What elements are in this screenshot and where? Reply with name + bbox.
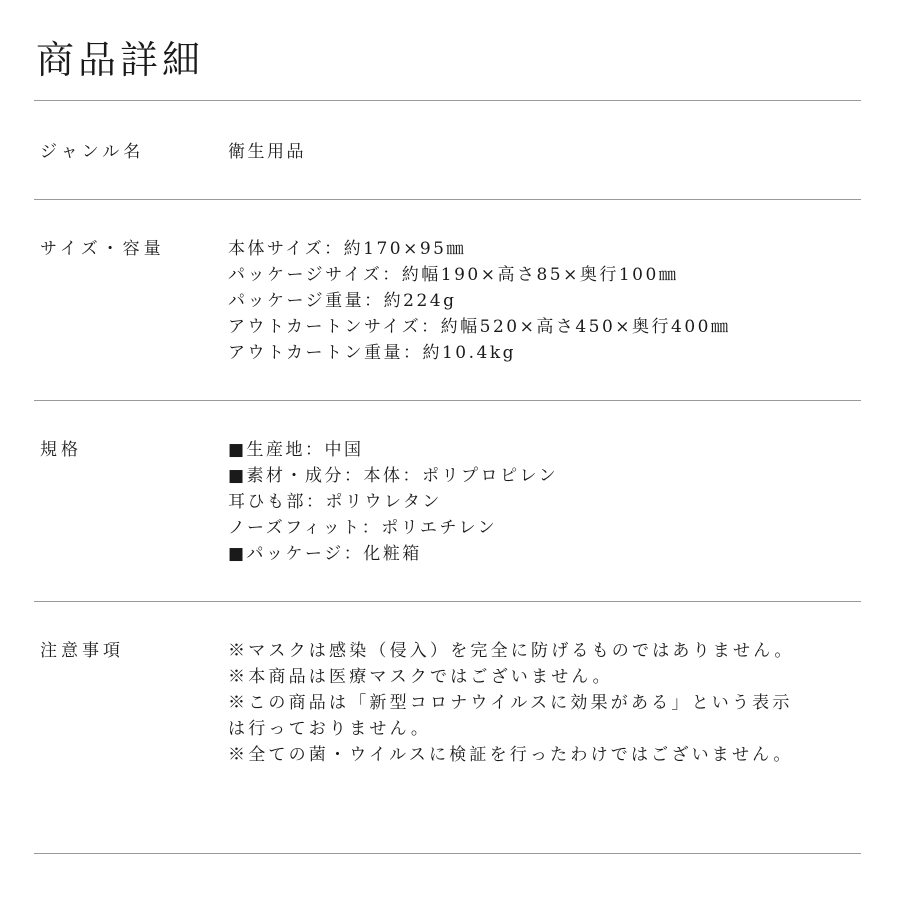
spec-label: 規格: [40, 440, 82, 460]
notes-line: は行っておりません。: [228, 719, 432, 739]
genre-label: ジャンル名: [40, 142, 145, 162]
genre-line: 衛生用品: [228, 142, 306, 162]
divider: [34, 400, 861, 401]
spec-line: 耳ひも部：ポリウレタン: [228, 492, 442, 512]
size-line: 本体サイズ：約170×95㎜: [228, 239, 466, 259]
notes-value: [228, 638, 795, 768]
notes-line: ※この商品は「新型コロナウイルスに効果がある」という表示: [228, 693, 793, 713]
size-label: サイズ・容量: [40, 239, 165, 259]
notes-label: 注意事項: [40, 641, 124, 661]
spec-line: ■パッケージ：化粧箱: [228, 544, 422, 564]
divider: [34, 853, 861, 854]
divider: [34, 601, 861, 602]
divider: [34, 199, 861, 200]
divider: [34, 100, 861, 101]
notes-line: ※全ての菌・ウイルスに検証を行ったわけではございません。: [228, 745, 794, 765]
spec-line: ■生産地：中国: [228, 440, 364, 460]
notes-line: ※マスクは感染（侵入）を完全に防げるものではありません。: [228, 641, 795, 661]
page-title: 商品詳細: [36, 38, 205, 82]
spec-value: [228, 437, 558, 567]
genre-value: [228, 139, 306, 165]
size-line: パッケージ重量：約224g: [228, 291, 457, 311]
spec-line: ■素材・成分：本体：ポリプロピレン: [228, 466, 559, 486]
spec-line: ノーズフィット：ポリエチレン: [228, 518, 498, 538]
size-line: アウトカートン重量：約10.4kg: [228, 343, 517, 363]
notes-line: ※本商品は医療マスクではございません。: [228, 667, 613, 687]
size-line: アウトカートンサイズ：約幅520×高さ450×奥行400㎜: [228, 317, 731, 337]
size-line: パッケージサイズ：約幅190×高さ85×奥行100㎜: [228, 265, 679, 285]
size-value: [228, 236, 730, 366]
